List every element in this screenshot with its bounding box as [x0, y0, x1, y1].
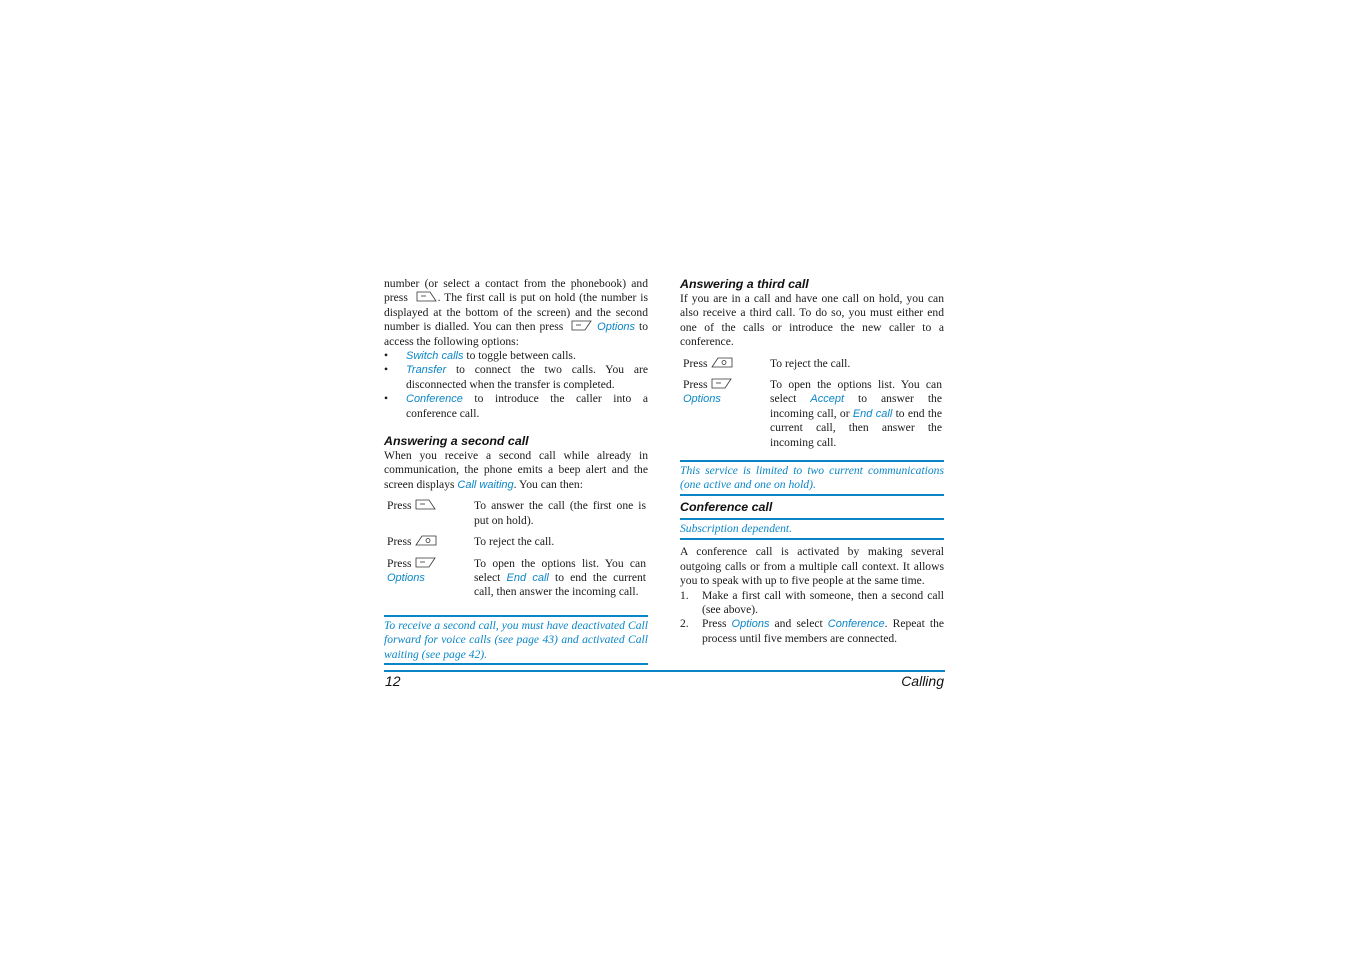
action-text-2: to end the current call, then answer the incoming call.: [474, 570, 647, 599]
step-number: 1.: [680, 588, 689, 602]
table-row: [680, 378, 944, 457]
hangup-key-icon: [711, 357, 733, 368]
bullet-mark: •: [384, 392, 389, 406]
conference-label: Conference: [827, 618, 885, 631]
divider: [680, 538, 944, 540]
call-key-icon: [416, 291, 438, 302]
accept-label: Accept: [810, 393, 845, 406]
intro-text-1: number (or select a contact from the phonebook) and press: [384, 277, 648, 305]
action-description: To reject the call.: [770, 356, 851, 370]
options-label: Options: [731, 618, 770, 631]
conference-paragraph: A conference call is activated by making several outgoing calls or from a multiple call context. It allows you to speak with up to five people at the same time.: [680, 545, 944, 588]
press-cell: [680, 378, 767, 457]
list-item-text: to toggle between calls.: [466, 349, 576, 363]
step-text: Make a first call with someone, then a second call (see above).: [702, 588, 944, 616]
call-waiting-label: Call waiting: [457, 478, 514, 491]
press-cell: [384, 557, 471, 607]
second-call-heading: Answering a second call: [384, 434, 529, 449]
subscription-note: Subscription dependent.: [680, 518, 944, 536]
conference-heading: Conference call: [680, 499, 773, 514]
list-item: [384, 349, 648, 363]
third-call-note: This service is limited to two current communications (one active and one on hold).: [680, 460, 944, 496]
end-call-label: End call: [506, 571, 549, 584]
third-call-heading: Answering a third call: [680, 277, 809, 291]
press-cell: [384, 535, 471, 556]
third-call-actions-table: [680, 357, 944, 457]
section-title: Calling: [901, 673, 944, 689]
second-call-paragraph: [384, 449, 648, 492]
press-cell: [384, 499, 471, 535]
options-softkey-icon: [415, 557, 437, 568]
footer-divider: [384, 670, 945, 672]
intro-text-2: . The first call is put on hold (the number is displayed at the bottom of the screen) and the second number is dialled. You can then press: [384, 291, 648, 334]
page-number: 12: [385, 673, 401, 689]
action-description: To reject the call.: [474, 535, 555, 549]
action-text-1: To open the options list. You can select: [770, 378, 942, 406]
action-text-1: To open the options list. You can select: [474, 556, 646, 584]
bullet-mark: •: [384, 349, 389, 363]
options-label: Options: [387, 571, 425, 584]
transfer-label: Transfer: [406, 364, 447, 377]
list-item: [680, 589, 944, 618]
left-column: [384, 277, 648, 665]
end-call-label: End call: [852, 407, 893, 420]
conference-label: Conference: [406, 393, 463, 406]
second-call-actions-table: [384, 499, 648, 606]
options-softkey-icon: [711, 378, 733, 389]
action-text-2: to answer the incoming call, or: [770, 392, 942, 420]
options-label: Options: [597, 321, 636, 334]
step-text-2: and select: [774, 617, 823, 631]
intro-paragraph: [384, 277, 648, 349]
call-key-icon: [415, 499, 437, 510]
step-number: 2.: [680, 617, 689, 631]
step-text-3: . Repeat the process until five members are connected.: [702, 617, 945, 645]
table-row: [384, 499, 648, 535]
press-cell: [680, 357, 767, 378]
press-label: Press: [387, 499, 412, 513]
hangup-key-icon: [415, 535, 437, 546]
table-row: [384, 557, 648, 607]
table-row: [384, 535, 648, 556]
switch-calls-label: Switch calls: [406, 350, 464, 363]
press-label: Press: [387, 535, 412, 549]
action-description: To answer the call (the first one is put on hold).: [474, 499, 646, 527]
action-description: [471, 557, 648, 607]
action-description: [767, 378, 944, 457]
list-item-text: to connect the two calls. You are disconnected when the transfer is completed.: [406, 363, 648, 391]
table-row: [680, 357, 944, 378]
list-item: [680, 617, 944, 646]
right-column: [680, 277, 944, 646]
press-label: Press: [683, 378, 708, 392]
press-label: Press: [683, 356, 708, 370]
conference-steps: [680, 589, 944, 647]
options-label: Options: [683, 393, 721, 406]
second-call-text-1: When you receive a second call while already in communication, the phone emits a beep alert and the screen displays: [384, 449, 648, 491]
second-call-note: To receive a second call, you must have deactivated Call forward for voice calls (see page 43) and activated Call waiting (see page 42).: [384, 615, 648, 665]
action-text-3: to end the current call, then answer the incoming call.: [770, 406, 942, 449]
list-item: [384, 363, 648, 392]
third-call-paragraph: If you are in a call and have one call on hold, you can also receive a third call. To do so, you must either end one of the calls or introduce the new caller to a conference.: [680, 292, 944, 349]
list-item: [384, 392, 648, 421]
intro-text-3: to access the following options:: [384, 320, 649, 348]
bullet-mark: •: [384, 363, 389, 377]
press-label: Press: [387, 556, 412, 570]
options-softkey-icon: [571, 320, 593, 331]
options-list: [384, 349, 648, 421]
step-text-1: Press: [702, 617, 727, 631]
list-item-text: to introduce the caller into a conference call.: [406, 392, 648, 420]
second-call-text-2: . You can then:: [513, 477, 583, 491]
